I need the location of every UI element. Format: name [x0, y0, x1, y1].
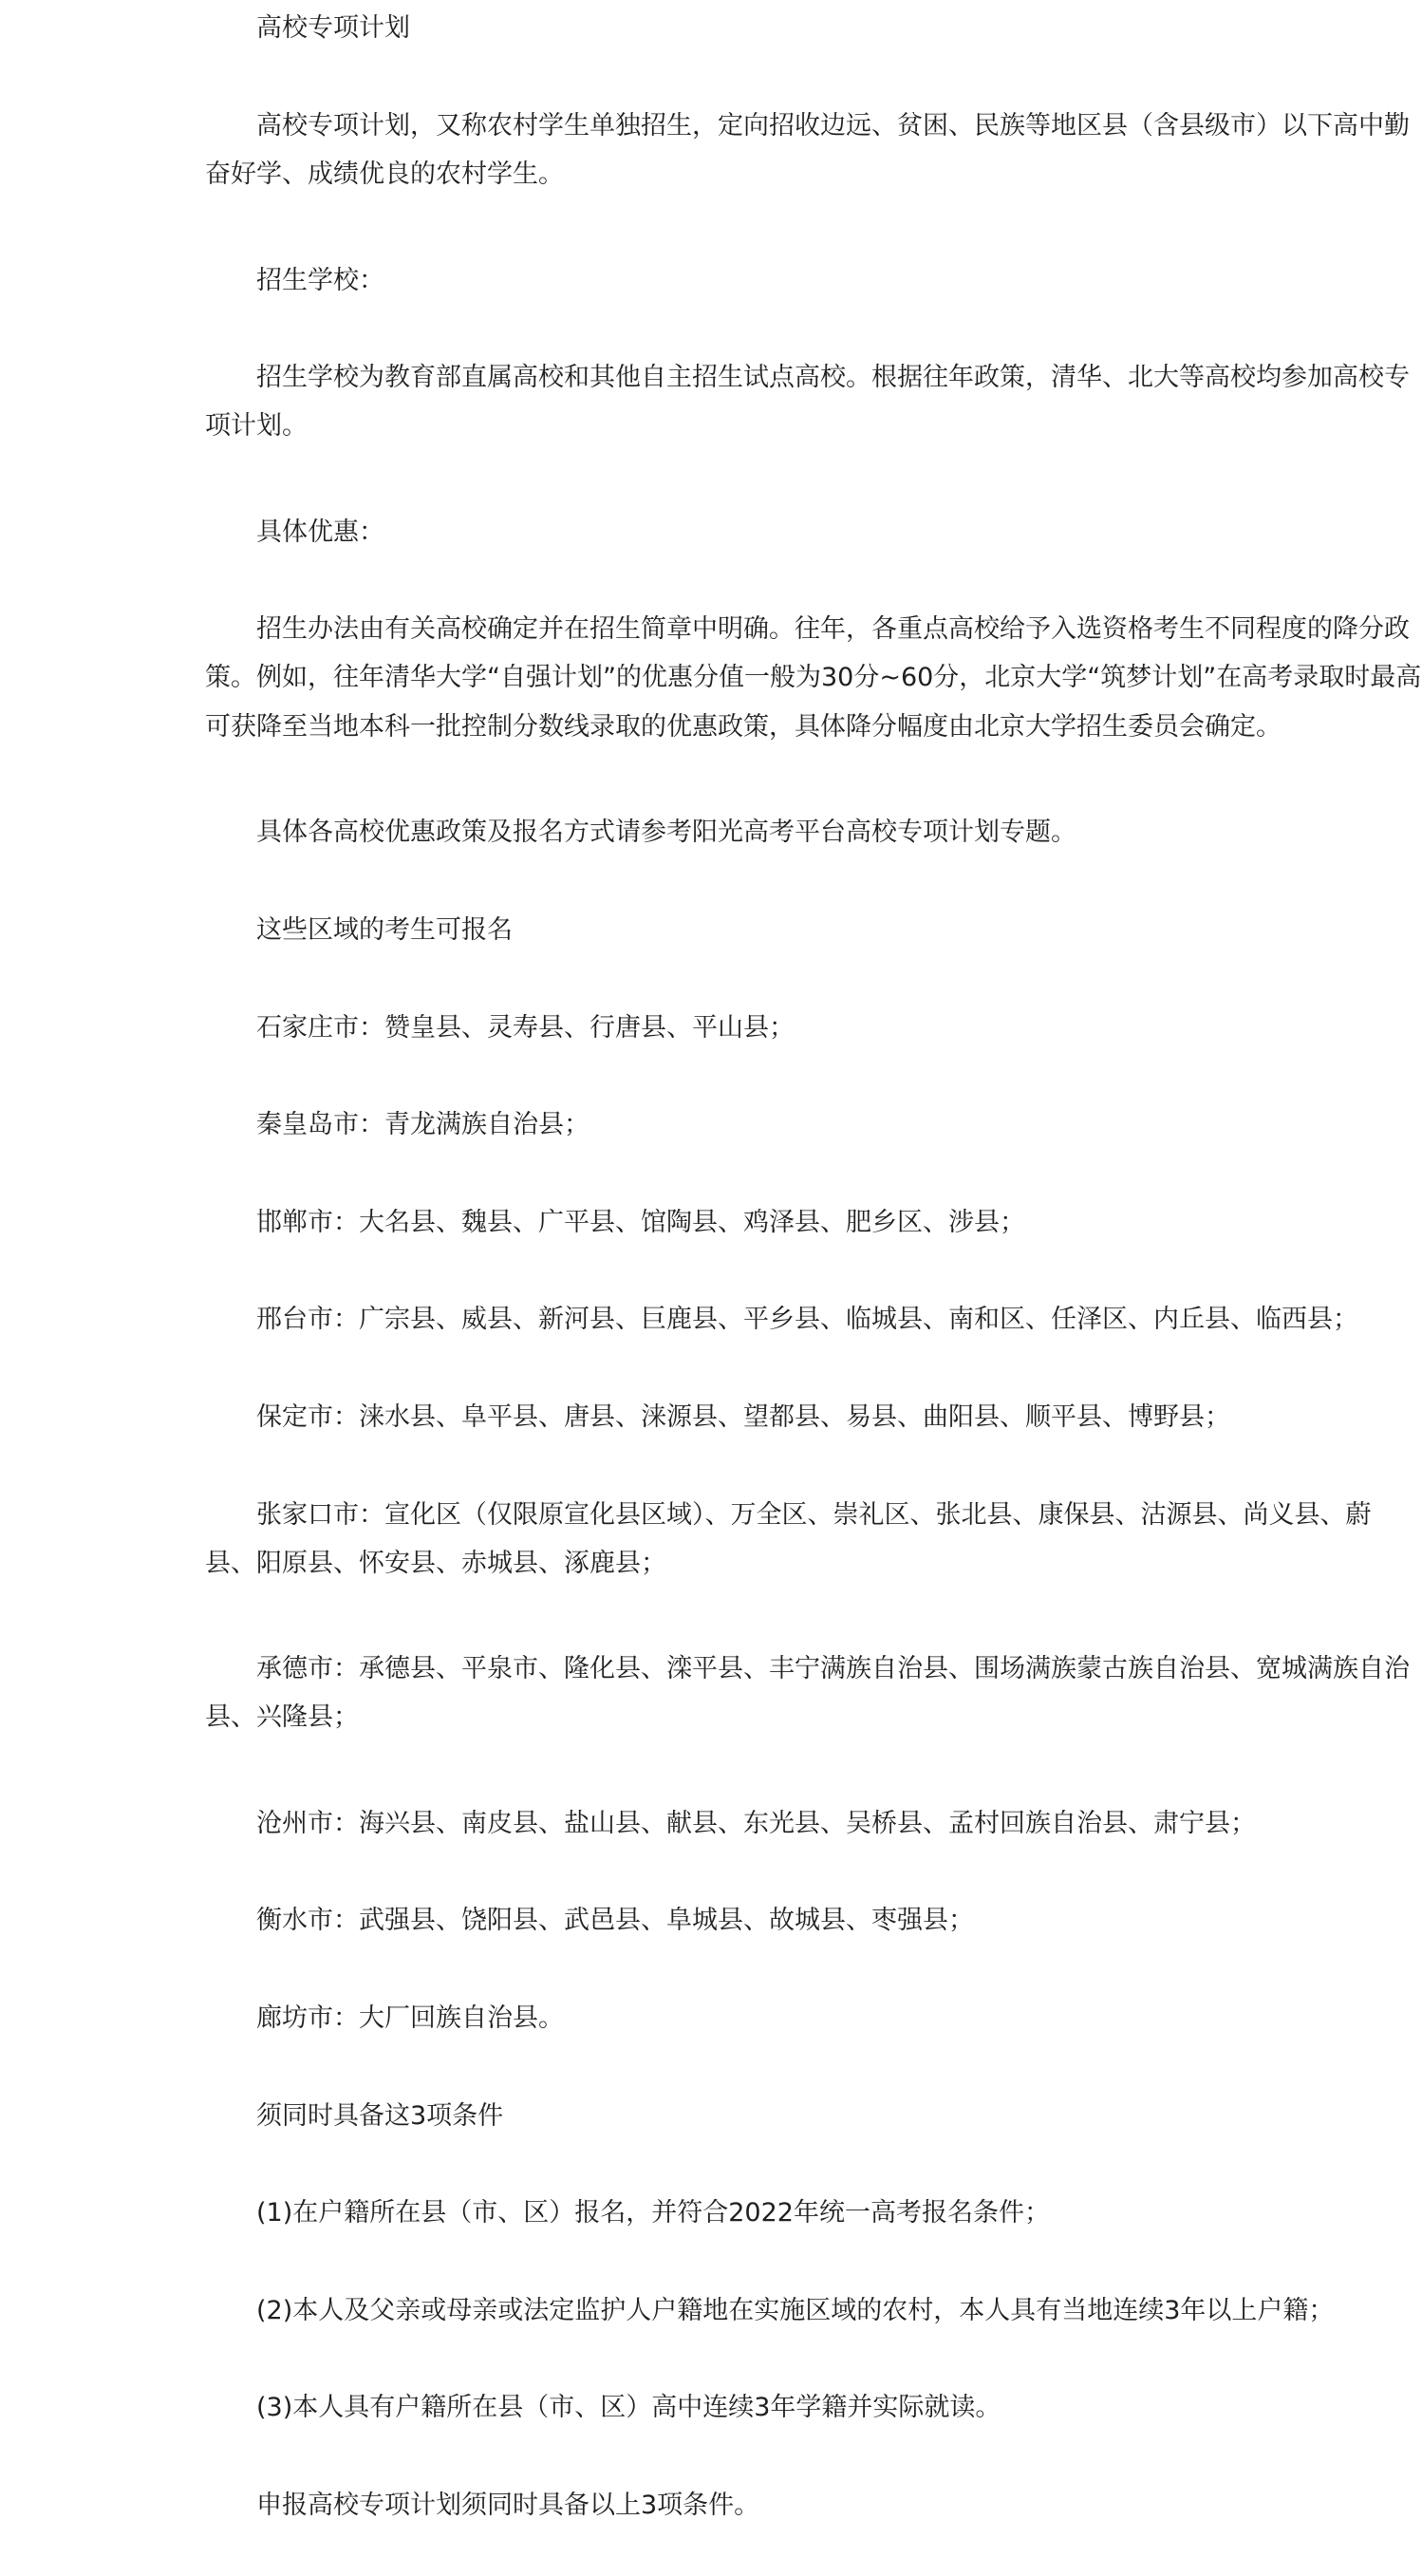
region-langfang: 廊坊市：大厂回族自治县。 — [256, 2003, 564, 2033]
benefits-heading: 具体优惠： — [256, 517, 384, 547]
region-chengde: 承德市：承德县、平泉市、隆化县、滦平县、丰宁满族自治县、围场满族蒙古族自治县、宽城满族自治县、兴隆县； — [205, 1654, 1410, 1733]
regions-heading: 这些区域的考生可报名 — [256, 915, 513, 945]
region-zhangjiakou: 张家口市：宣化区（仅限原宣化县区域）、万全区、崇礼区、张北县、康保县、沽源县、尚义县、蔚县、阳原县、怀安县、赤城县、涿鹿县； — [205, 1500, 1372, 1579]
region-shijiazhuang: 石家庄市：赞皇县、灵寿县、行唐县、平山县； — [256, 1013, 795, 1043]
conditions-summary: 申报高校专项计划须同时具备以上3项条件。 — [256, 2491, 760, 2520]
benefits-paragraph: 招生办法由有关高校确定并在招生简章中明确。往年，各重点高校给予入选资格考生不同程度的降分政策。例如，往年清华大学“自强计划”的优惠分值一般为30分~60分，北京大学“筑梦计划”在高考录取时最高可获降至当地本科一批控制分数线录取的优惠政策，具体降分幅度由北京大学招生委员会确定。 — [205, 614, 1422, 742]
condition-2: (2)本人及父亲或母亲或法定监护人户籍地在实施区域的农村，本人具有当地连续3年以上户籍； — [256, 2296, 1335, 2325]
schools-heading: 招生学校： — [256, 266, 384, 295]
section-title: 高校专项计划 — [256, 13, 410, 43]
condition-1: (1)在户籍所在县（市、区）报名，并符合2022年统一高考报名条件； — [256, 2198, 1050, 2228]
conditions-heading: 须同时具备这3项条件 — [256, 2101, 504, 2131]
region-cangzhou: 沧州市：海兴县、南皮县、盐山县、献县、东光县、吴桥县、孟村回族自治县、肃宁县； — [256, 1809, 1256, 1838]
condition-3: (3)本人具有户籍所在县（市、区）高中连续3年学籍并实际就读。 — [256, 2393, 1001, 2422]
region-xingtai: 邢台市：广宗县、威县、新河县、巨鹿县、平乡县、临城县、南和区、任泽区、内丘县、临西县； — [256, 1305, 1358, 1334]
region-qinhuangdao: 秦皇岛市：青龙满族自治县； — [256, 1110, 589, 1139]
schools-paragraph: 招生学校为教育部直属高校和其他自主招生试点高校。根据往年政策，清华、北大等高校均参加高校专项计划。 — [205, 363, 1410, 442]
region-handan: 邯郸市：大名县、魏县、广平县、馆陶县、鸡泽县、肥乡区、涉县； — [256, 1208, 1025, 1237]
region-hengshui: 衡水市：武强县、饶阳县、武邑县、阜城县、故城县、枣强县； — [256, 1906, 974, 1935]
intro-paragraph: 高校专项计划，又称农村学生单独招生，定向招收边远、贫困、民族等地区县（含县级市）以下高中勤奋好学、成绩优良的农村学生。 — [205, 111, 1410, 190]
reference-paragraph: 具体各高校优惠政策及报名方式请参考阳光高考平台高校专项计划专题。 — [256, 818, 1076, 847]
region-baoding: 保定市：涞水县、阜平县、唐县、涞源县、望都县、易县、曲阳县、顺平县、博野县； — [256, 1402, 1230, 1432]
